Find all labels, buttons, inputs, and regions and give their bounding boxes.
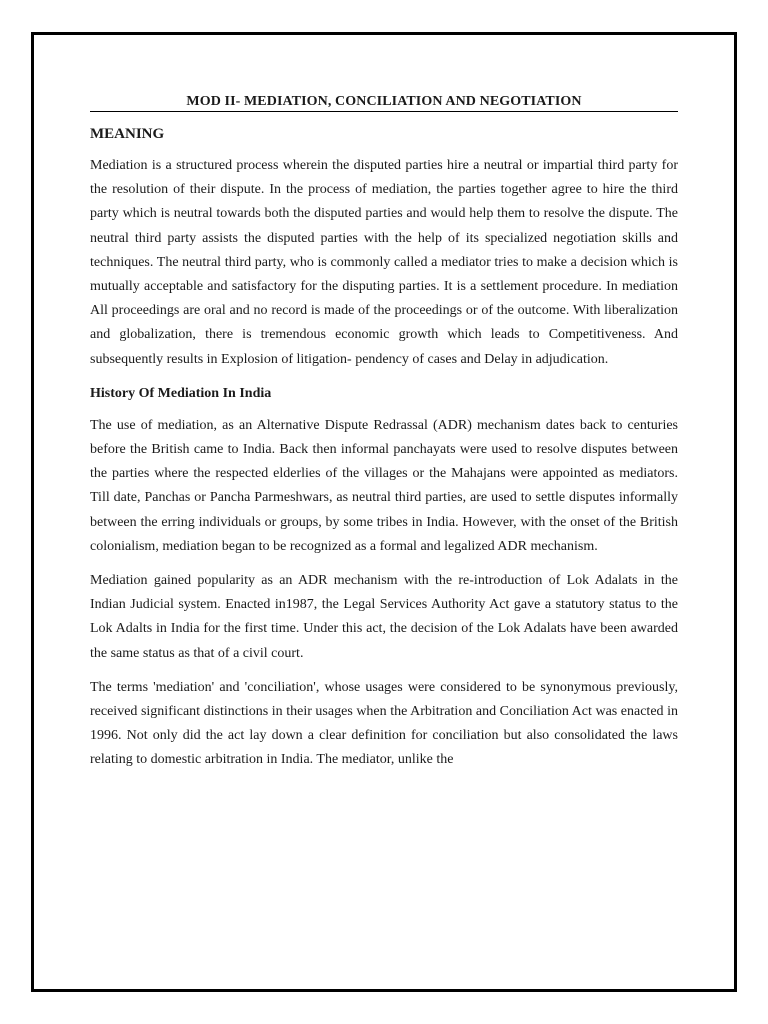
meaning-paragraph: Mediation is a structured process wherein the disputed parties hire a neutral or impartial third party for the resolution of their dispute. In the process of mediation, the parties together agree to hire the third party which is neutral towards both the disputed parties and would help them to resolve the dispute. The neutral third party assists the disputed parties with the help of its specialized negotiation skills and techniques. The neutral third party, who is commonly called a mediator tries to make a decision which is mutually acceptable and satisfactory for the disputing parties. It is a settlement procedure. In mediation All proceedings are oral and no record is made of the proceedings or of the outcome. With liberalization and globalization, there is tremendous economic growth which leads to Competitiveness. And subsequently results in Explosion of litigation- pendency of cases and Delay in adjudication. [90, 158, 678, 367]
history-paragraph-2: Mediation gained popularity as an ADR mechanism with the re-introduction of Lok Adalats in the Indian Judicial system. Enacted in1987, the Legal Services Authority Act gave a statutory status to the Lok Adalts in India for the first time. Under this act, the decision of the Lok Adalats have been awarded the same status as that of a civil court. [90, 573, 678, 661]
history-paragraph-1: The use of mediation, as an Alternative Dispute Redrassal (ADR) mechanism dates back to centuries before the British came to India. Back then informal panchayats were used to resolve disputes between the parties where the respected elderlies of the villages or the Mahajans were appointed as mediators. Till date, Panchas or Pancha Parmeshwars, as neutral third parties, are used to settle disputes informally between the erring individuals or groups, by some tribes in India. However, with the onset of the British colonialism, mediation began to be recognized as a formal and legalized ADR mechanism. [90, 417, 678, 554]
history-paragraph-3: The terms 'mediation' and 'conciliation', whose usages were considered to be synonymous previously, received significant distinctions in their usages when the Arbitration and Conciliation Act was enacted in 1996. Not only did the act lay down a clear definition for conciliation but also consolidated the laws relating to domestic arbitration in India. The mediator, unlike the [90, 679, 678, 768]
document-body [90, 93, 678, 783]
history-heading: History Of Mediation In India [90, 385, 272, 401]
meaning-heading: MEANING [90, 126, 165, 142]
document-title: MOD II- MEDIATION, CONCILIATION AND NEGOTIATION [90, 93, 678, 112]
